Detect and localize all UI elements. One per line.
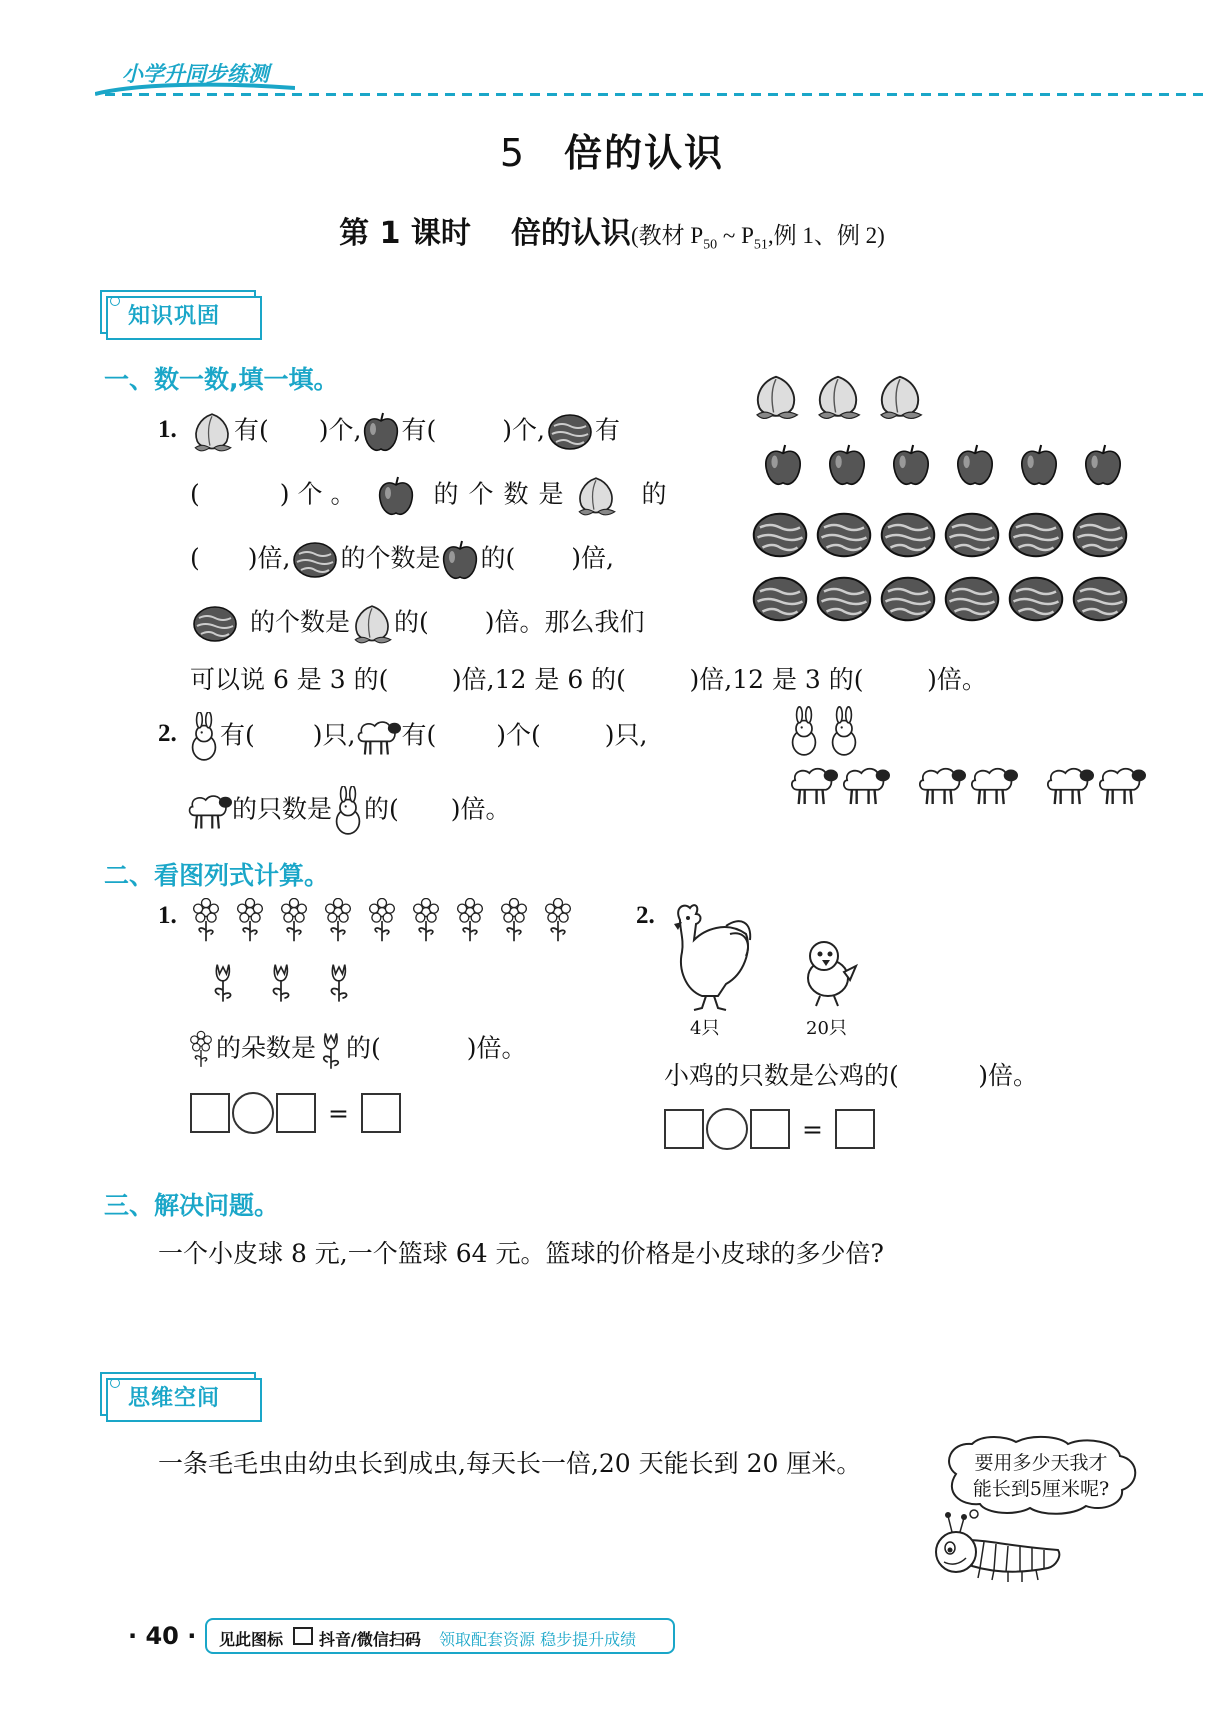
watermelon-icon xyxy=(880,510,936,560)
peach-icon xyxy=(574,474,618,518)
apple-icon xyxy=(762,442,804,488)
q1-line1: 有( )个, 有( )个, 有 xyxy=(190,410,620,454)
tulip-icon xyxy=(324,960,354,1004)
section1-heading: 一、数一数,填一填。 xyxy=(104,365,339,394)
answer-box[interactable] xyxy=(750,1109,790,1149)
answer-box[interactable] xyxy=(276,1093,316,1133)
apple-icon xyxy=(1018,442,1060,488)
lesson-title xyxy=(0,208,1224,254)
section2-heading: 二、看图列式计算。 xyxy=(104,861,330,890)
apple-icon xyxy=(1082,442,1124,488)
flower-icon xyxy=(452,898,488,944)
bubble-line2: 能长到5厘米呢? xyxy=(972,1478,1110,1500)
rabbit-icon xyxy=(332,786,364,836)
watermelon-icon xyxy=(880,574,936,624)
flower-row xyxy=(188,898,576,944)
rooster-label: 4只 xyxy=(690,1018,720,1039)
sheep-icon xyxy=(968,762,1018,808)
footer-text-a: 见此图标 xyxy=(219,1630,284,1649)
section3-problem: 一个小皮球 8 元,一个篮球 64 元。篮球的价格是小皮球的多少倍? xyxy=(158,1239,884,1268)
q1-line3: ( )倍, 的个数是 的( )倍, xyxy=(190,538,614,582)
chapter-title xyxy=(0,122,1224,177)
bubble-line1: 要用多少天我才 xyxy=(974,1452,1108,1474)
chick-label: 20只 xyxy=(806,1018,847,1039)
rooster-icon xyxy=(660,900,756,1012)
animal-picture xyxy=(788,706,1148,816)
apple-icon xyxy=(954,442,996,488)
rabbit-icon xyxy=(188,712,220,762)
rabbit-icon xyxy=(828,706,860,758)
apple-icon xyxy=(826,442,868,488)
flower-icon xyxy=(408,898,444,944)
caterpillar-icon xyxy=(928,1510,1068,1590)
header-swoosh xyxy=(95,80,295,96)
answer-box[interactable] xyxy=(361,1093,401,1133)
flower-icon xyxy=(364,898,400,944)
lesson-number: 第 1 课时 xyxy=(339,216,471,251)
operator-circle[interactable] xyxy=(232,1092,274,1134)
section3-heading: 三、解决问题。 xyxy=(104,1191,280,1220)
q2-number: 2. xyxy=(158,720,177,747)
sheep-icon xyxy=(916,762,966,808)
tulip-icon xyxy=(208,960,238,1004)
peach-icon xyxy=(752,372,800,422)
s2-q1-text: 的朵数是 的( )倍。 xyxy=(186,1028,527,1072)
sheep-icon xyxy=(186,791,232,831)
sheep-icon xyxy=(355,717,401,757)
sheep-icon xyxy=(1044,762,1094,808)
badge-knowledge: 知识巩固 xyxy=(100,290,256,334)
flower-icon xyxy=(496,898,532,944)
tulip-icon xyxy=(266,960,296,1004)
section4-problem: 一条毛毛虫由幼虫长到成虫,每天长一倍,20 天能长到 20 厘米。 xyxy=(158,1449,862,1478)
watermelon-icon xyxy=(944,510,1000,560)
watermelon-icon xyxy=(752,574,808,624)
answer-box[interactable] xyxy=(190,1093,230,1133)
peach-icon xyxy=(876,372,924,422)
chapter-name: 倍的认识 xyxy=(564,131,725,175)
flower-icon xyxy=(540,898,576,944)
watermelon-icon xyxy=(752,510,808,560)
fruit-picture xyxy=(752,372,1152,630)
peach-icon xyxy=(190,410,234,454)
watermelon-icon xyxy=(190,604,240,644)
watermelon-icon xyxy=(290,540,340,580)
s2-q1-equation xyxy=(190,1092,401,1134)
q1-number: 1. xyxy=(158,416,177,443)
q2-line1: 有( )只, 有( )个( )只, xyxy=(188,712,647,762)
sheep-pair xyxy=(788,762,890,808)
sheep-pair xyxy=(916,762,1018,808)
flower-icon xyxy=(320,898,356,944)
s2-q2-number: 2. xyxy=(636,902,655,929)
watermelon-icon xyxy=(1072,574,1128,624)
apple-icon xyxy=(440,538,480,582)
flower-icon xyxy=(186,1028,216,1072)
lesson-name: 倍的认识 xyxy=(510,216,631,251)
s2-q1-number: 1. xyxy=(158,902,177,929)
scan-icon xyxy=(293,1627,313,1645)
rabbit-icon xyxy=(788,706,820,758)
footer-text-b: 抖音/微信扫码 xyxy=(319,1630,421,1649)
tulip-icon xyxy=(316,1029,346,1071)
watermelon-icon xyxy=(1008,510,1064,560)
q1-line4: 的个数是 的( )倍。那么我们 xyxy=(190,602,645,646)
answer-box[interactable] xyxy=(664,1109,704,1149)
watermelon-icon xyxy=(1008,574,1064,624)
footer-banner xyxy=(205,1618,675,1654)
header-brand: 小学升同步练测 xyxy=(122,62,269,86)
chick-icon xyxy=(800,936,860,1008)
watermelon-icon xyxy=(1072,510,1128,560)
flower-icon xyxy=(188,898,224,944)
watermelon-icon xyxy=(944,574,1000,624)
flower-icon xyxy=(232,898,268,944)
answer-box[interactable] xyxy=(835,1109,875,1149)
apple-icon xyxy=(361,410,401,454)
sheep-icon xyxy=(1096,762,1146,808)
footer-text-c: 领取配套资源 稳步提升成绩 xyxy=(439,1630,637,1649)
chapter-number: 5 xyxy=(499,131,527,175)
peach-icon xyxy=(350,602,394,646)
flower-icon xyxy=(276,898,312,944)
watermelon-icon xyxy=(816,510,872,560)
lesson-ref: (教材 $P_{50}$ ~ $P_{51}$,例 1、例 2) xyxy=(630,223,885,253)
sheep-pair xyxy=(1044,762,1146,808)
badge-thinking: 思维空间 xyxy=(100,1372,256,1416)
page-number: · 40 · xyxy=(128,1622,197,1650)
q1-line5: 可以说 6 是 3 的( )倍,12 是 6 的( )倍,12 是 3 的( )倍。 xyxy=(190,665,987,694)
sheep-icon xyxy=(840,762,890,808)
apple-icon xyxy=(376,474,416,518)
watermelon-icon xyxy=(545,412,595,452)
s2-q2-text: 小鸡的只数是公鸡的( )倍。 xyxy=(664,1061,1038,1090)
tulip-row xyxy=(208,960,354,1004)
bubble-text xyxy=(956,1450,1126,1502)
watermelon-icon xyxy=(816,574,872,624)
sheep-icon xyxy=(788,762,838,808)
q1-line2: ( )个。 的个数是 的 xyxy=(190,474,667,518)
operator-circle[interactable] xyxy=(706,1108,748,1150)
equals-sign: = xyxy=(802,1114,823,1144)
s2-q2-equation xyxy=(664,1108,875,1150)
peach-icon xyxy=(814,372,862,422)
equals-sign: = xyxy=(328,1098,349,1128)
q2-line2: 的只数是 的( )倍。 xyxy=(186,786,511,836)
apple-icon xyxy=(890,442,932,488)
